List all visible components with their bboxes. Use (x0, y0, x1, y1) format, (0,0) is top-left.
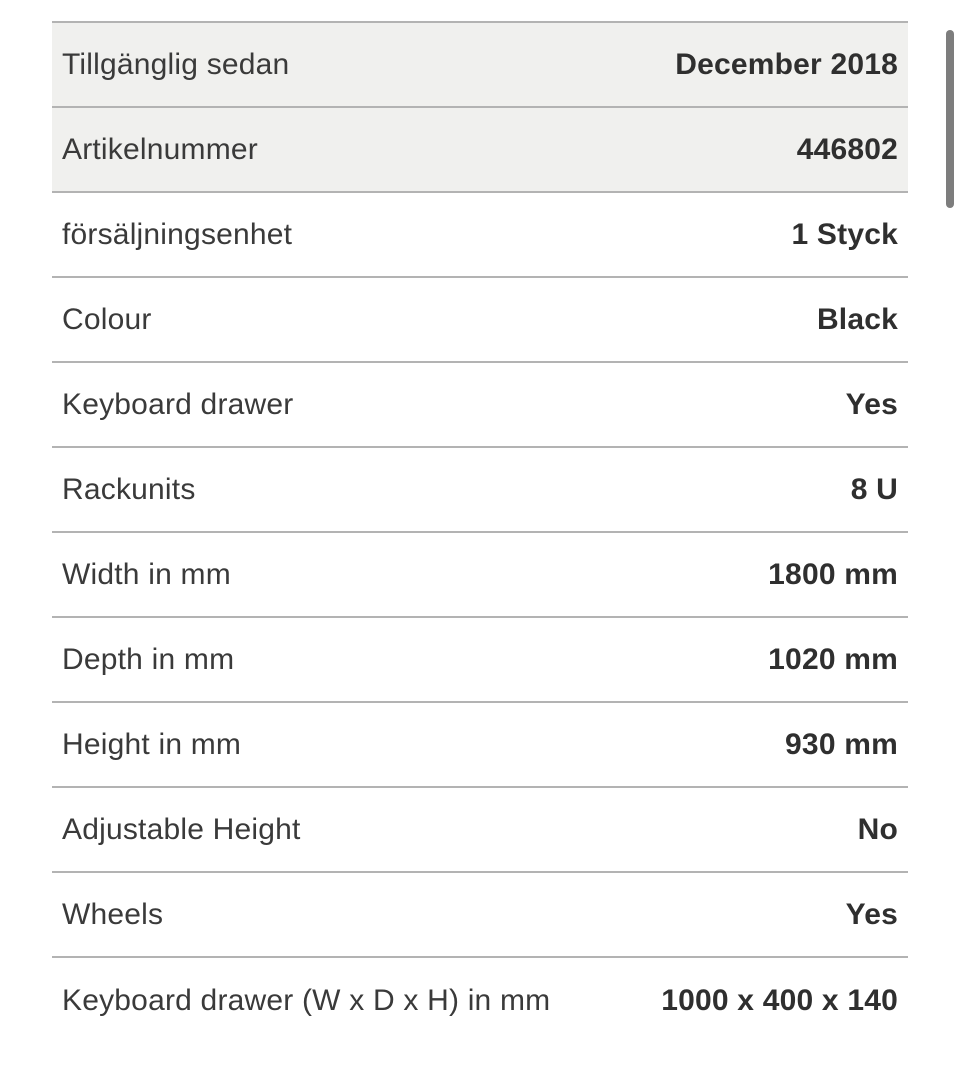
spec-row-label: Rackunits (62, 472, 196, 506)
spec-row-value: 930 mm (785, 727, 898, 761)
spec-table-row (52, 788, 908, 873)
spec-table-row (52, 533, 908, 618)
spec-row-label: Keyboard drawer (62, 387, 294, 421)
spec-row-label: Colour (62, 302, 152, 336)
spec-row-label: Keyboard drawer (W x D x H) in mm (62, 983, 551, 1017)
spec-table-row (52, 108, 908, 193)
spec-row-value: 1020 mm (768, 642, 898, 676)
spec-table-row (52, 23, 908, 108)
spec-row-label: försäljningsenhet (62, 217, 293, 251)
spec-table-row (52, 958, 908, 1043)
spec-row-value: Black (816, 302, 898, 336)
product-spec-table (52, 21, 908, 1043)
spec-row-value: 1 Styck (791, 217, 898, 251)
spec-table-row (52, 448, 908, 533)
spec-row-label: Wheels (62, 897, 164, 931)
spec-table-row (52, 703, 908, 788)
spec-row-value: December 2018 (675, 47, 898, 81)
spec-row-value: Yes (845, 897, 898, 931)
spec-table-row (52, 873, 908, 958)
spec-row-value: 446802 (796, 132, 898, 166)
spec-row-value: No (857, 812, 898, 846)
spec-row-value: 8 U (850, 472, 898, 506)
spec-row-value: Yes (845, 387, 898, 421)
spec-row-value: 1800 mm (768, 557, 898, 591)
spec-table-row (52, 278, 908, 363)
vertical-scrollbar-thumb[interactable] (946, 30, 954, 208)
spec-row-label: Artikelnummer (62, 132, 258, 166)
spec-row-value: 1000 x 400 x 140 (661, 983, 898, 1017)
spec-table-row (52, 618, 908, 703)
spec-row-label: Adjustable Height (62, 812, 301, 846)
spec-row-label: Width in mm (62, 557, 231, 591)
spec-row-label: Depth in mm (62, 642, 235, 676)
spec-table-row (52, 193, 908, 278)
spec-row-label: Height in mm (62, 727, 242, 761)
spec-table-row (52, 363, 908, 448)
spec-row-label: Tillgänglig sedan (62, 47, 290, 81)
